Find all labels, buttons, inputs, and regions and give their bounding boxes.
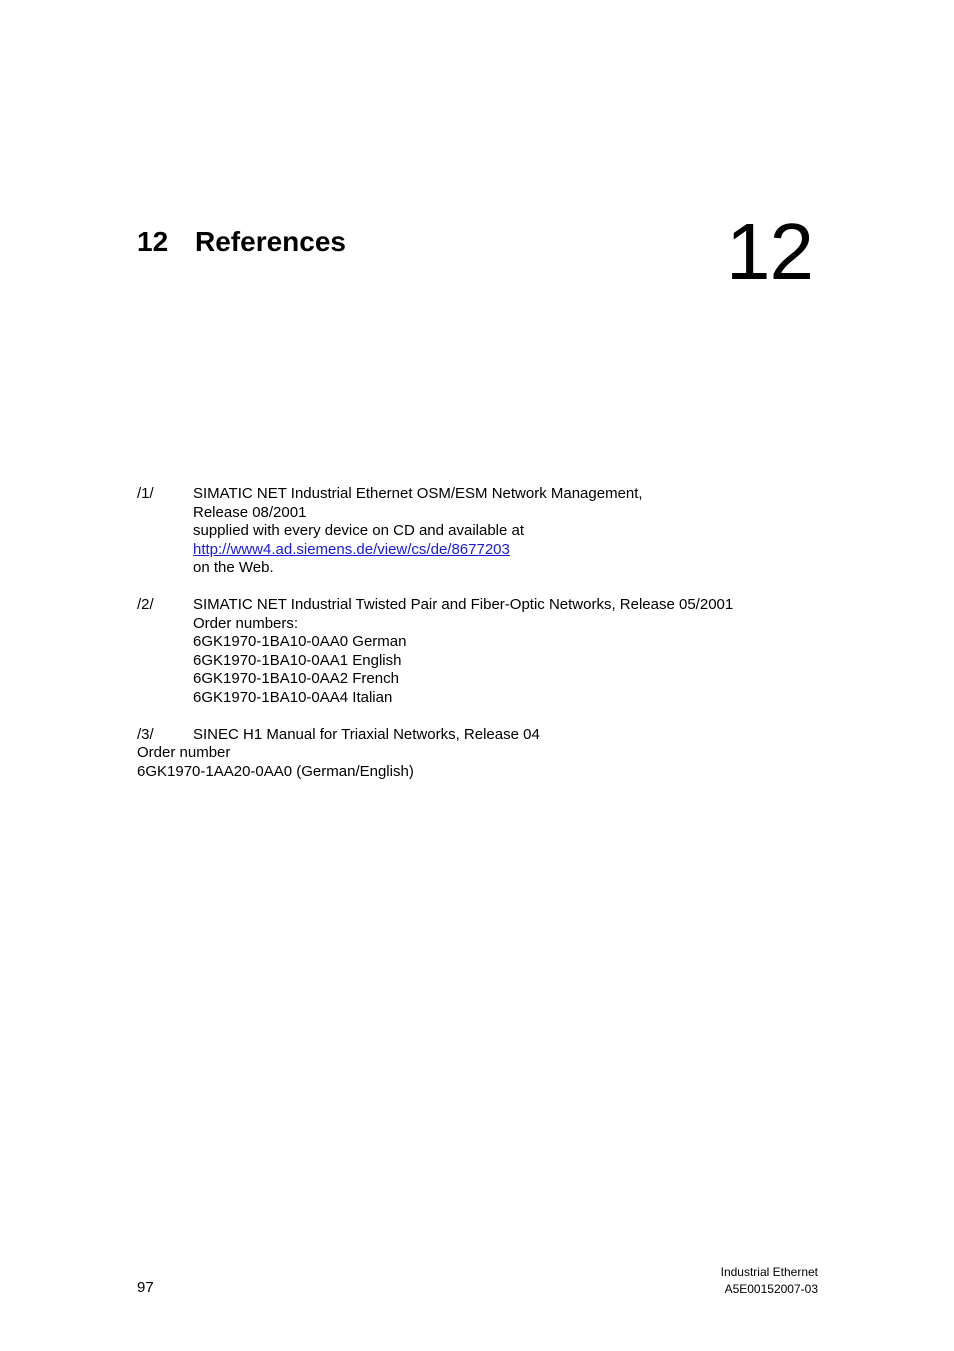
chapter-title: References bbox=[195, 226, 346, 257]
chapter-number: 12 bbox=[137, 226, 169, 257]
reference-line: SIMATIC NET Industrial Twisted Pair and Fiber-Optic Networks, Release 05/2001 bbox=[193, 596, 734, 613]
reference-line: SIMATIC NET Industrial Ethernet OSM/ESM Network Management, bbox=[193, 485, 643, 502]
order-number: 6GK1970-1AA20-0AA0 (German/English) bbox=[137, 762, 414, 780]
order-number-english: 6GK1970-1BA10-0AA1 English bbox=[193, 651, 402, 669]
reference-1 bbox=[137, 485, 837, 578]
order-number-german: 6GK1970-1BA10-0AA0 German bbox=[193, 633, 407, 650]
reference-id: /1/ bbox=[137, 485, 154, 502]
reference-2 bbox=[137, 596, 837, 707]
footer-doc-id: A5E00152007-03 bbox=[724, 1282, 818, 1296]
reference-id: /2/ bbox=[137, 596, 154, 613]
reference-3 bbox=[137, 726, 837, 782]
chapter-big-number: 12 bbox=[726, 207, 813, 296]
reference-id: /3/ bbox=[137, 725, 154, 743]
order-number-french: 6GK1970-1BA10-0AA2 French bbox=[193, 670, 399, 687]
reference-line: SINEC H1 Manual for Triaxial Networks, Release 04 bbox=[193, 725, 540, 743]
page-number: 97 bbox=[137, 1279, 154, 1296]
reference-web-link[interactable]: http://www4.ad.siemens.de/view/cs/de/8677203 bbox=[193, 540, 510, 558]
reference-line: on the Web. bbox=[193, 559, 274, 576]
reference-line: Release 08/2001 bbox=[193, 503, 307, 521]
reference-line: Order numbers: bbox=[193, 614, 299, 632]
footer-doc-info bbox=[721, 1264, 818, 1298]
references-list bbox=[137, 485, 837, 781]
order-number-italian: 6GK1970-1BA10-0AA4 Italian bbox=[193, 688, 393, 706]
reference-line: Order number bbox=[137, 744, 231, 761]
chapter-heading bbox=[137, 226, 346, 258]
reference-line: supplied with every device on CD and available at bbox=[193, 522, 525, 539]
footer-product: Industrial Ethernet bbox=[720, 1265, 818, 1279]
